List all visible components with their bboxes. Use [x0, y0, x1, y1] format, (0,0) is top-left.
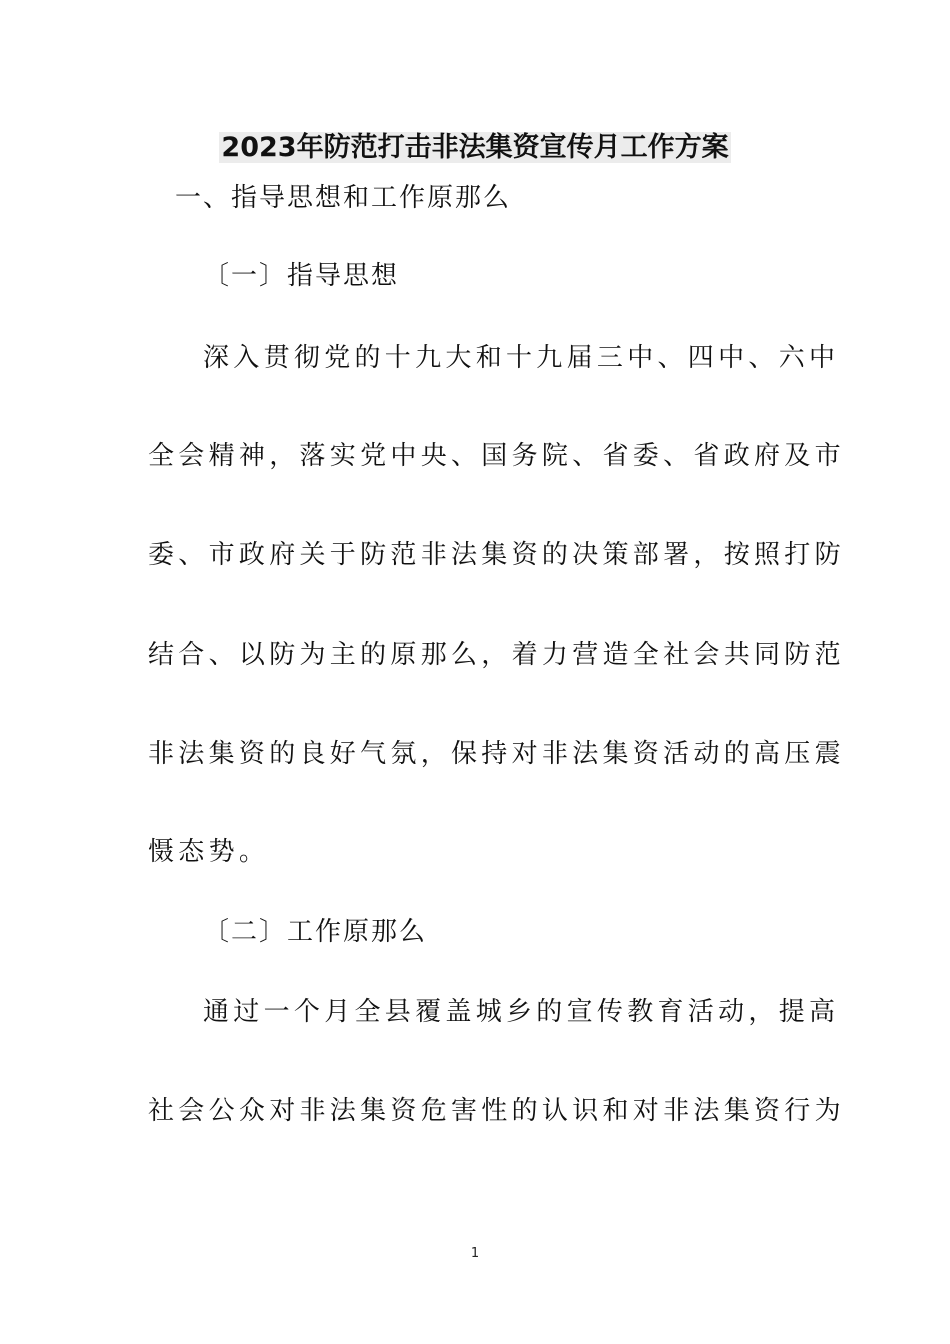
subsection-heading-working-principles: 〔二〕工作原那么 [203, 917, 428, 947]
section-heading-guiding-principles: 一、指导思想和工作原那么 [175, 183, 512, 213]
paragraph-line: 委、市政府关于防范非法集资的决策部署，按照打防 [148, 540, 845, 570]
subsection-heading-guiding-thought: 〔一〕指导思想 [203, 261, 400, 291]
paragraph-line: 全会精神，落实党中央、国务院、省委、省政府及市 [148, 441, 845, 471]
paragraph-line: 非法集资的良好气氛，保持对非法集资活动的高压震 [148, 739, 845, 769]
paragraph-line: 社会公众对非法集资危害性的认识和对非法集资行为 [148, 1096, 845, 1126]
paragraph-line: 慑态势。 [148, 837, 270, 867]
paragraph-line: 通过一个月全县覆盖城乡的宣传教育活动，提高 [203, 997, 840, 1027]
page-number: 1 [470, 1246, 480, 1261]
paragraph-line: 结合、以防为主的原那么，着力营造全社会共同防范 [148, 640, 845, 670]
document-title [0, 128, 950, 168]
document-title-text: 2023年防范打击非法集资宣传月工作方案 [221, 132, 729, 163]
paragraph-line: 深入贯彻党的十九大和十九届三中、四中、六中 [203, 343, 840, 373]
